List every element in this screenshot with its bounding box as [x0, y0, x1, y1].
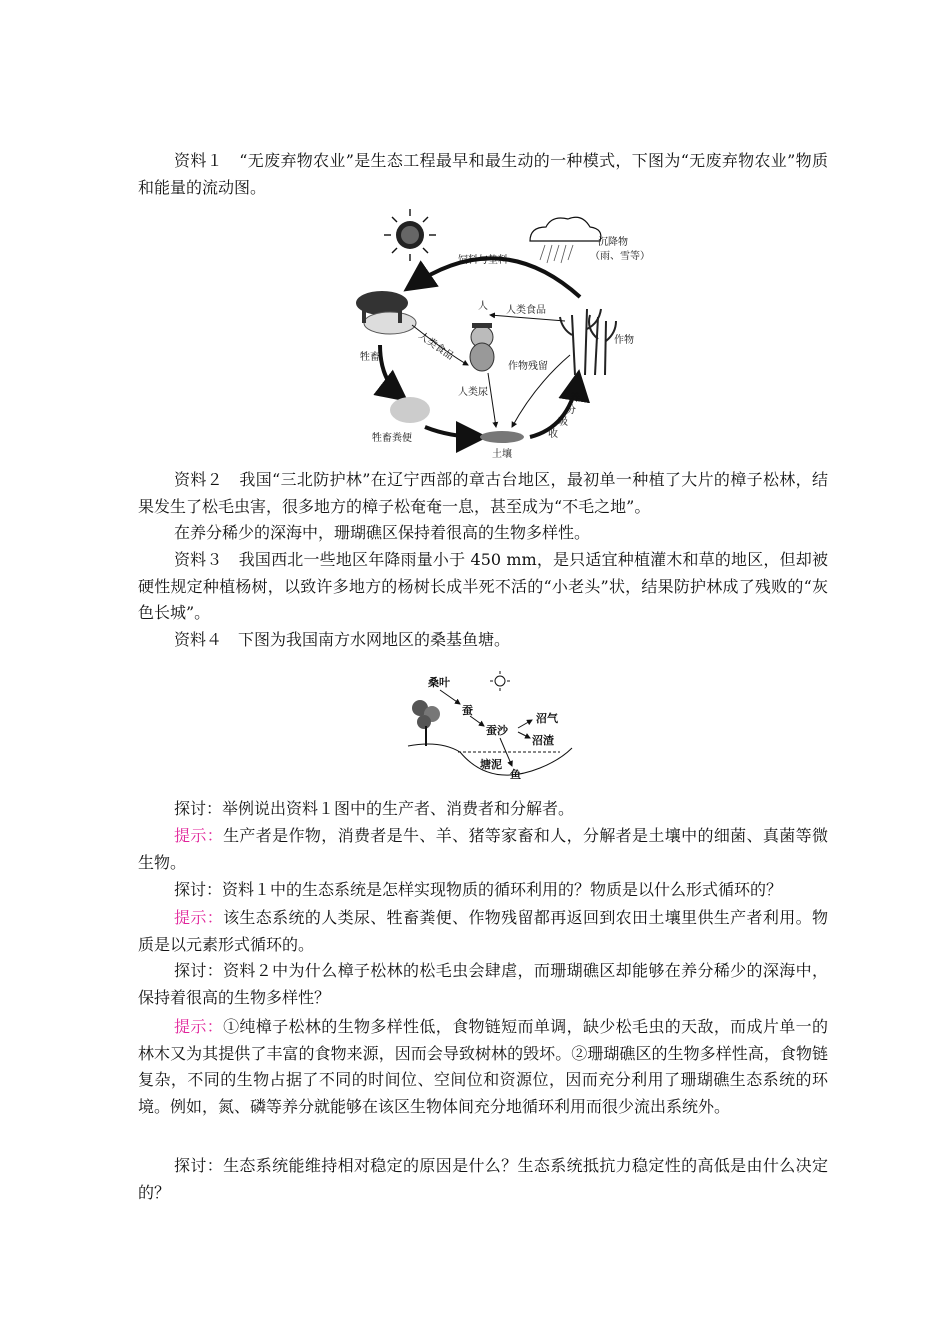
livestock-label: 牲畜 — [360, 352, 380, 363]
material3-label: 资料３ — [174, 550, 223, 569]
material2-extra: 在养分稀少的深海中，珊瑚礁区保持着很高的生物多样性。 — [174, 523, 591, 542]
qa4-question-text: 生态系统能维持相对稳定的原因是什么？生态系统抵抗力稳定性的高低是由什么决定的？ — [138, 1156, 828, 1202]
qa1-question-text: 举例说出资料１图中的生产者、消费者和分解者。 — [222, 799, 575, 818]
livestock-to-manure-arrow — [380, 345, 402, 397]
figure2-mulberry-fish-pond — [400, 668, 600, 786]
urine-label: 人类尿 — [458, 387, 488, 398]
crops-icon — [560, 309, 616, 375]
manure-to-soil-arrow — [425, 427, 480, 437]
material4-label: 资料４ — [174, 630, 223, 649]
soil-label: 土壤 — [492, 449, 512, 460]
material4-text: 下图为我国南方水网地区的桑基鱼塘。 — [238, 630, 511, 649]
material3-paragraph — [138, 547, 828, 627]
manure-icon — [390, 397, 430, 423]
silkworm-to-waste-arrow — [470, 716, 484, 726]
material3-text: 我国西北一些地区年降雨量小于 450 mm，是只适宜种植灌木和草的地区，但却被硬性规定种植杨树，以致许多地方的杨树长成半死不活的“小老头”状，结果防护林成了残败的“灰色长城”。 — [138, 550, 828, 622]
qa3-question-label: 探讨： — [174, 961, 224, 980]
fish-label: 鱼 — [510, 768, 521, 781]
biogas-label: 沼气 — [536, 712, 558, 725]
qa1-question — [138, 796, 828, 823]
human-food-top-label: 人类食品 — [506, 305, 546, 316]
absorb-char-4: 收 — [548, 429, 558, 440]
qa3-answer-text: ①纯樟子松林的生物多样性低，食物链短而单调，缺少松毛虫的天敌，而成片单一的林木又为其提供了丰富的食物来源，因而会导致树林的毁坏。②珊瑚礁区的生物多样性高，食物链复杂，不同的生物占据了不同的时间位、空间位和资源位，因而充分利用了珊瑚礁生态系统的环境。例如，氮、磷等养分就能够在该区生物体间充分地循环利用而很少流出系统外。 — [138, 1017, 828, 1116]
absorb-char-2: 分 — [566, 405, 576, 416]
livestock-icon — [356, 291, 416, 334]
mulberry-tree-icon — [412, 700, 440, 746]
silkworm-waste-label: 蚕沙 — [486, 724, 508, 737]
precipitation-label: 沉降物 — [598, 237, 628, 248]
soil-icon — [480, 431, 524, 443]
qa3-question — [138, 958, 828, 1011]
material4-paragraph — [138, 627, 828, 654]
silkworm-label: 蚕 — [462, 704, 473, 717]
qa2-question — [138, 877, 828, 904]
precipitation-note: （雨、雪等） — [590, 251, 650, 262]
sun-icon-small — [490, 671, 510, 691]
qa4-question — [138, 1153, 828, 1206]
qa4-question-label: 探讨： — [174, 1156, 224, 1175]
waste-to-residue-arrow — [518, 732, 530, 738]
human-food-left-label: 人类食品 — [416, 330, 456, 363]
feed-label: 饲料与垫料 — [458, 255, 508, 266]
mulberry-label: 桑叶 — [428, 676, 450, 689]
material2-label: 资料２ — [174, 470, 224, 489]
material2-paragraph — [138, 467, 828, 520]
qa1-question-label: 探讨： — [174, 799, 223, 818]
qa2-hint-label: 提示： — [174, 908, 224, 927]
human-label: 人 — [478, 301, 488, 312]
material2-extra-paragraph — [138, 520, 828, 547]
figure1-no-waste-agriculture — [340, 205, 660, 460]
qa3-question-text: 资料２中为什么樟子松林的松毛虫会肆虐，而珊瑚礁区却能够在养分稀少的深海中，保持着很高的生物多样性？ — [138, 961, 828, 1007]
leaf-to-silkworm-arrow — [440, 690, 460, 704]
qa2-answer — [138, 905, 828, 958]
qa2-question-text: 资料１中的生态系统是怎样实现物质的循环利用的？物质是以什么形式循环的？ — [222, 880, 783, 899]
qa2-question-label: 探讨： — [174, 880, 223, 899]
sun-icon — [384, 209, 436, 261]
qa2-answer-text: 该生态系统的人类尿、牲畜粪便、作物残留都再返回到农田土壤里供生产者利用。物质是以元素形式循环的。 — [138, 908, 828, 954]
qa1-answer — [138, 823, 828, 876]
crops-label: 作物 — [614, 335, 634, 346]
pond-mud-label: 塘泥 — [480, 758, 502, 771]
material2-text: 我国“三北防护林”在辽宁西部的章古台地区，最初单一种植了大片的樟子松林，结果发生了松毛虫害，很多地方的樟子松奄奄一息，甚至成为“不毛之地”。 — [138, 470, 828, 516]
human-icon — [470, 323, 494, 371]
qa1-hint-label: 提示： — [174, 826, 224, 845]
material1-label: 资料１ — [174, 151, 223, 170]
waste-to-biogas-arrow — [518, 720, 532, 728]
biogas-residue-label: 沼渣 — [532, 734, 554, 747]
absorb-char-3: 吸 — [558, 417, 568, 428]
absorb-char-1: 养 — [570, 393, 580, 404]
qa3-answer — [138, 1014, 828, 1120]
material1-text: “无废弃物农业”是生态工程最早和最生动的一种模式，下图为“无废弃物农业”物质和能量的流动图。 — [138, 151, 828, 197]
material1-paragraph — [138, 148, 828, 201]
qa1-answer-text: 生产者是作物，消费者是牛、羊、猪等家畜和人，分解者是土壤中的细菌、真菌等微生物。 — [138, 826, 828, 872]
crop-residue-label: 作物残留 — [508, 361, 548, 372]
qa3-hint-label: 提示： — [174, 1017, 224, 1036]
manure-label: 牲畜粪便 — [372, 433, 412, 444]
urine-arrow — [488, 373, 496, 427]
